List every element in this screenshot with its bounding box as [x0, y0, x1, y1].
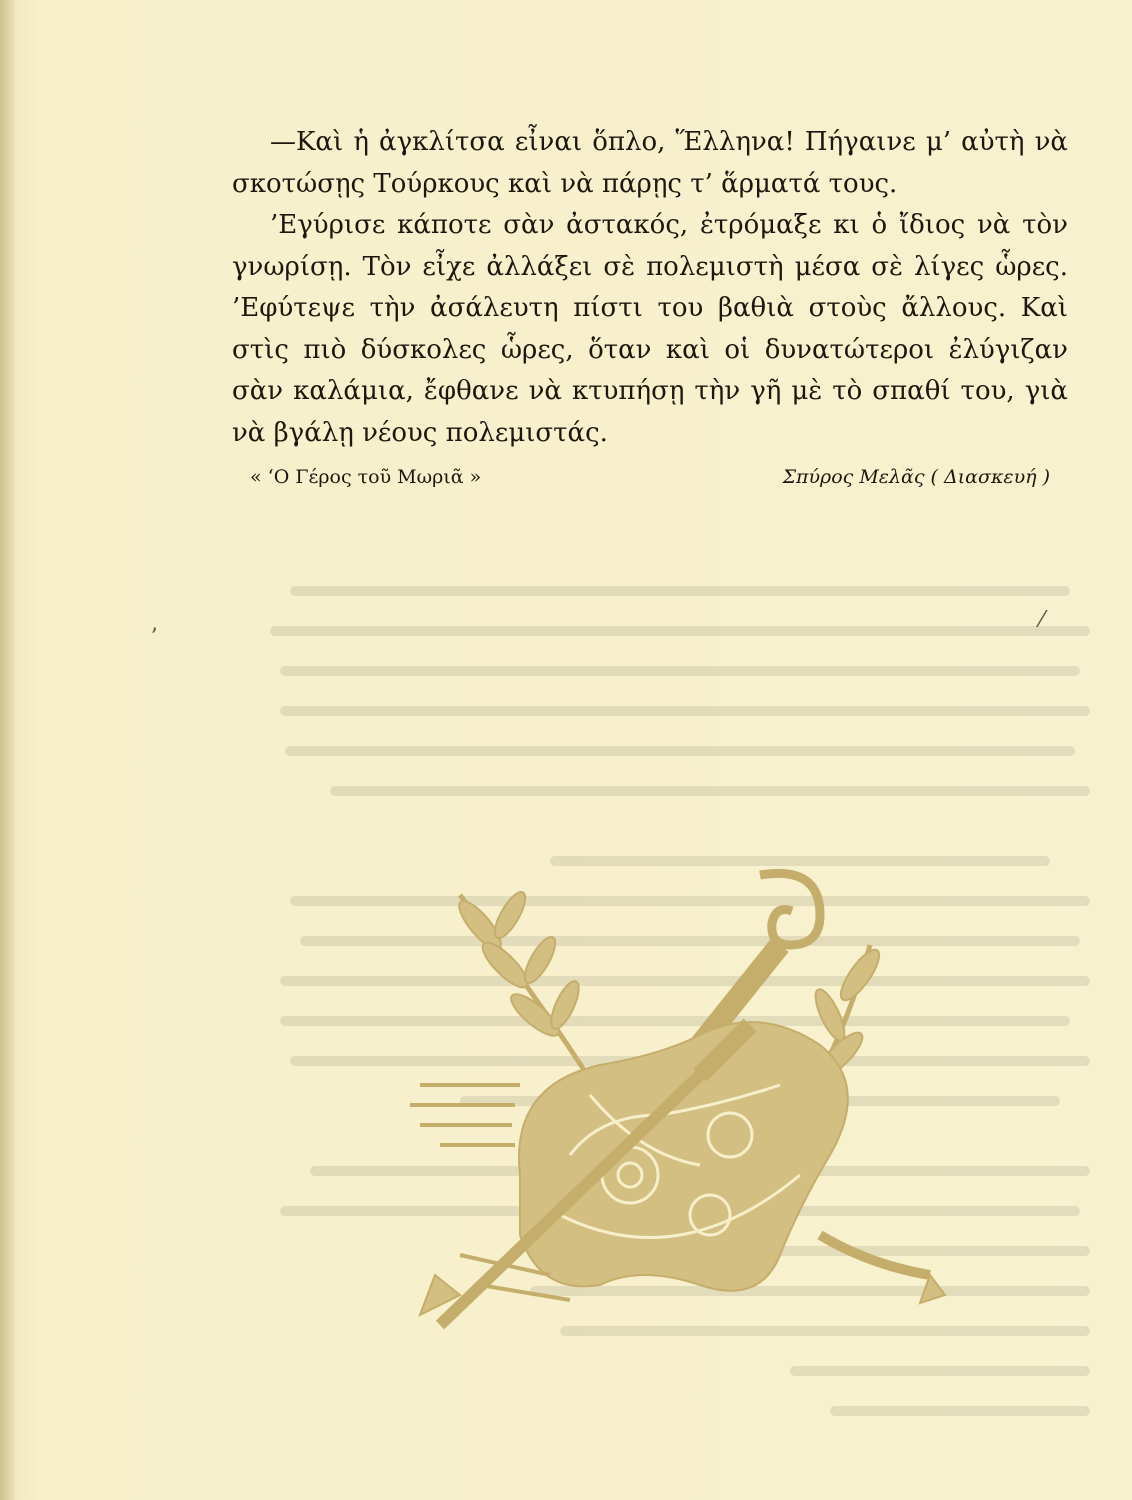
paragraph: —Καὶ ἡ ἀγκλίτσα εἶναι ὅπλο, Ἕλληνα! Πήγαινε μ’ αὐτὴ νὰ σκοτώσῃς Τούρκους καὶ νὰ πάρῃς τ’ ἅρματά τους.	[232, 127, 1068, 199]
source-author: Σπύρος Μελᾶς ( Διασκευή )	[782, 466, 1050, 488]
violin-and-sword-with-laurel-icon	[400, 855, 960, 1355]
source-title: « ‘Ο Γέρος τοῦ Μωριᾶ »	[250, 466, 482, 488]
stray-mark: ⁄	[1040, 608, 1044, 633]
page-binding-edge	[0, 0, 14, 1500]
source-caption	[250, 466, 1050, 496]
paragraph: ’Εγύρισε κάποτε σὰν ἀστακός, ἐτρόμαξε κι ὁ ἴδιος νὰ τὸν γνωρίσῃ. Τὸν εἶχε ἀλλάξει σὲ πολεμιστὴ μέσα σὲ λίγες ὧρες. ’Εφύτεψε τὴν ἀσάλευτη πίστι του βαθιὰ στοὺς ἄλλους. Καὶ στὶς πιὸ δύσκολες ὧρες, ὅταν καὶ οἱ δυνατώτεροι ἐλύγιζαν σὰν καλάμια, ἔφθανε νὰ κτυπήσῃ τὴν γῆ μὲ τὸ σπαθί του, γιὰ νὰ βγάλῃ νέους πολεμιστάς.	[232, 210, 1068, 448]
stray-mark: ʼ	[150, 625, 157, 650]
body-text	[232, 122, 1068, 454]
